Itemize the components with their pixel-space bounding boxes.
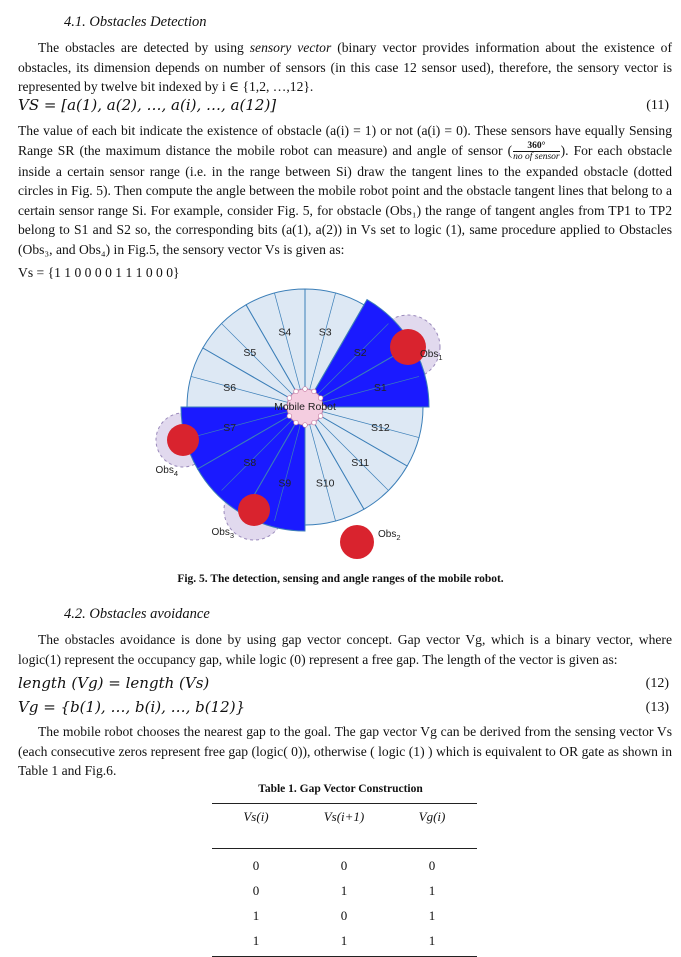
equation-11: VS = [a(1), a(2), …, a(i), …, a(12)] <box>18 96 277 114</box>
obstacle-label: Obs$_2$ <box>378 529 401 542</box>
robot-sensor-node <box>303 423 308 428</box>
paragraph-sensor-range <box>18 121 672 259</box>
sector-label: S1 <box>373 381 387 394</box>
text-run: ). For each obstacle inside a certain sensor range (i.e. in the range between Si) draw the tangent lines to the expanded obstacle (dotted circles in Fig. 5). Then compute the angle between the mobile robot point and the obstacle tangent lines that belong to a certain sensor range Si. For example, consider Fig. 5, for obstacle (Obs₁) the range of tangent angles from TP1 to TP2 belong to S1 and S2 so, the corresponding bits (a(1), a(2)) in Vs set to logic (1), same procedure applied to Obstacles (Obs₃, and Obs₄) in Fig.5, the sensory vector Vs is given as: <box>18 142 672 257</box>
robot-sensor-node <box>294 389 299 394</box>
sector-label: S2 <box>353 346 367 359</box>
fraction-angle-of-sensor <box>513 141 559 162</box>
paragraph-nearest-gap <box>18 722 672 781</box>
text-run: The value of each bit indicate the existence of obstacle (a(i) = 1) or not (a(i) = 0). These sensors have equally Sensing Range SR (the maximum distance the mobile robot can measure) and angle of sensor ( <box>18 123 672 158</box>
obstacle <box>340 525 374 559</box>
equation-13: Vg = {b(1), …, b(i), …, b(12)} <box>18 698 246 716</box>
table-cell: 1 <box>340 882 348 898</box>
fraction-denominator: no of sensor <box>513 151 560 162</box>
table-cell: 1 <box>340 932 348 948</box>
paragraph-text: The mobile robot chooses the nearest gap to the goal. The gap vector Vg can be derived from the sensing vector Vs (each consecutive zeros represent free gap (logic( 0)), otherwise ( logic (1) ) which is equivalent to OR gate as shown in Table 1 and Fig.6. <box>18 724 672 778</box>
robot-sensor-node <box>287 414 292 419</box>
sector-label: S5 <box>243 346 257 359</box>
sector-label: S9 <box>278 477 292 490</box>
table-cell: 1 <box>428 907 436 923</box>
column-header: Vg(i) <box>418 809 446 824</box>
robot-sensor-node <box>318 396 323 401</box>
table-row <box>212 853 476 878</box>
table-cell: 1 <box>252 907 260 923</box>
equation-number-11: (11) <box>646 98 669 113</box>
table <box>212 804 476 830</box>
sector-label: S12 <box>370 422 390 435</box>
emphasis-sensory-vector: sensory vector <box>249 40 332 55</box>
section-heading-obstacles-detection: 4.1. Obstacles Detection <box>64 14 207 30</box>
obstacle-label: Obs$_1$ <box>420 349 443 362</box>
robot-label: Mobile Robot <box>274 401 336 413</box>
table-gap-vector <box>212 803 477 957</box>
sector-label: S4 <box>278 326 292 339</box>
table-row <box>212 928 476 953</box>
obstacle-label: Obs$_3$ <box>211 527 234 540</box>
table-cell: 0 <box>252 882 260 898</box>
section-heading-obstacles-avoidance: 4.2. Obstacles avoidance <box>64 606 210 622</box>
column-header: Vs(i) <box>243 809 269 824</box>
table-header-row <box>212 804 476 830</box>
sector-label: S6 <box>223 381 237 394</box>
table-cell: 0 <box>252 857 260 873</box>
sector-label: S11 <box>351 457 370 470</box>
obstacle <box>238 494 270 526</box>
robot-sensor-node <box>312 420 317 425</box>
table-header-rule <box>212 848 477 849</box>
table-cell: 1 <box>428 882 436 898</box>
equation-12: length (Vg) = length (Vs) <box>18 674 210 692</box>
figure-sensor-diagram <box>150 285 450 565</box>
robot-sensor-node <box>287 396 292 401</box>
equation-number-13: (13) <box>645 700 669 715</box>
obstacle <box>167 424 199 456</box>
robot-sensor-node <box>303 387 308 392</box>
text-run: (binary vector provides information about the existence of obstacles, its dimension depends on number of sensors (in this case 12 sensor used), therefore, the sensory vector is represented by twelve bit indexed by i ∈ {1,2, …,12}. <box>18 40 672 94</box>
figure-caption: Fig. 5. The detection, sensing and angle ranges of the mobile robot. <box>177 573 504 585</box>
table-cell: 1 <box>252 932 260 948</box>
table-cell: 0 <box>340 907 348 923</box>
sector-label: S7 <box>223 422 237 435</box>
paragraph-sensory-vector <box>18 38 672 97</box>
fraction-numerator: 360° <box>513 141 559 152</box>
table-cell: 0 <box>340 857 348 873</box>
sector-label: S3 <box>318 326 332 339</box>
obstacle-label: Obs$_4$ <box>155 465 178 478</box>
robot-sensor-node <box>312 389 317 394</box>
robot-sensor-node <box>318 414 323 419</box>
column-header: Vs(i+1) <box>323 809 365 824</box>
robot-sensor-node <box>294 420 299 425</box>
table-row <box>212 878 476 903</box>
equation-number-12: (12) <box>645 676 669 691</box>
text-run: The obstacles are detected by using <box>38 40 250 55</box>
table-cell: 0 <box>428 857 436 873</box>
paragraph-text: The obstacles avoidance is done by using gap vector concept. Gap vector Vg, which is a binary vector, where logic(1) represent the occupancy gap, while logic (0) represent a free gap. The length of the vector is given as: <box>18 632 672 667</box>
paragraph-gap-vector <box>18 630 672 669</box>
sensory-vector-value: Vs = {1 1 0 0 0 0 1 1 1 0 0 0} <box>18 265 180 280</box>
table-cell: 1 <box>428 932 436 948</box>
table-caption: Table 1. Gap Vector Construction <box>258 783 423 795</box>
table-body <box>212 853 476 953</box>
table-row <box>212 903 476 928</box>
sector-label: S10 <box>315 477 335 490</box>
sector-label: S8 <box>243 457 257 470</box>
